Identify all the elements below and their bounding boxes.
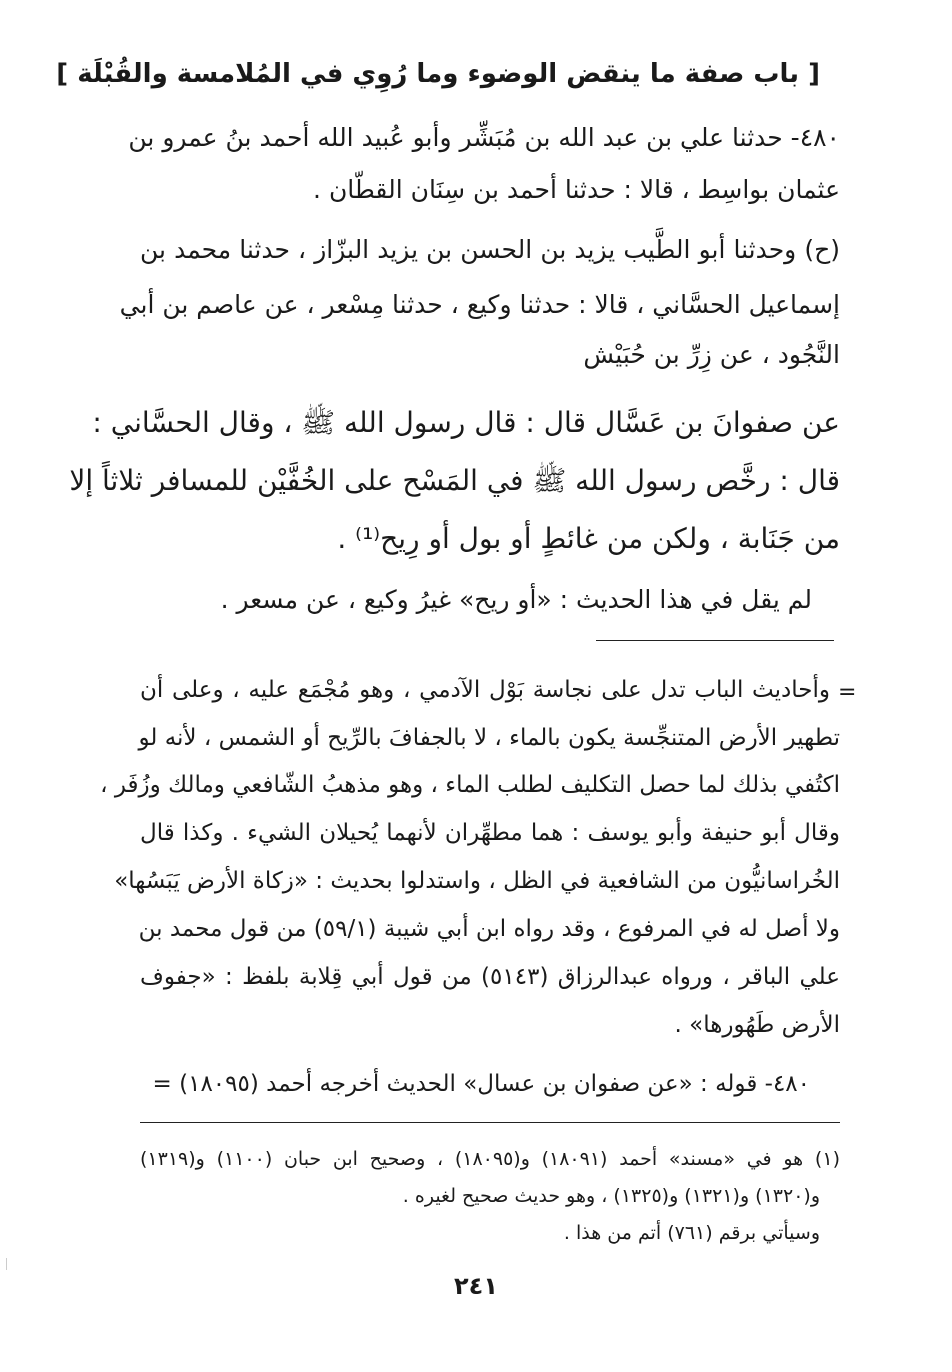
commentary-line-2: تطهير الأرض المتنجِّسة يكون بالماء ، لا بالجفافَ بالرِّيح أو الشمس ، لأنه لو — [138, 725, 840, 751]
page-number: ٢٤١ — [454, 1272, 498, 1300]
commentary-line-1: وأحاديث الباب تدل على نجاسة بَوْل الآدمي ، وهو مُجْمَع عليه ، وعلى أن — [140, 677, 830, 703]
hadith-line-4: إسماعيل الحسَّاني ، قالا : حدثنا وكيع ، حدثنا مِسْعر ، عن عاصم بن أبي — [119, 290, 840, 319]
hadith-line-6: عن صفوانَ بن عَسَّال قال : قال رسول الله ﷺ ، وقال الحسَّاني : — [92, 406, 840, 439]
commentary-line-5: الخُراسانيُّون من الشافعية في الظل ، واستدلوا بحديث : «زكاة الأرض يَبَسُها» — [114, 868, 840, 894]
hadith-line-9: لم يقل في هذا الحديث : «أو ريح» غيرُ وكيع ، عن مسعر . — [220, 585, 812, 614]
commentary-line-9: ٤٨٠- قوله : «عن صفوان بن عسال» الحديث أخرجه أحمد (١٨٠٩٥) = — [152, 1071, 810, 1097]
hadith-line-1: ٤٨٠- حدثنا علي بن عبد الله بن مُبَشِّر وأبو عُبيد الله أحمد بنُ عمرو بن — [128, 123, 840, 152]
hadith-line-2: عثمان بواسِط ، قالا : حدثنا أحمد بن سِنَان القطّان . — [313, 175, 840, 204]
continuation-mark: = — [838, 680, 857, 705]
commentary-line-8: الأرض طَهُورها» . — [674, 1012, 840, 1038]
hadith-line-7: قال : رخَّص رسول الله ﷺ في المَسْح على الخُفَّيْن للمسافر ثلاثاً إلا — [69, 464, 840, 497]
section-divider — [596, 640, 834, 641]
footnote-divider — [140, 1122, 840, 1123]
commentary-line-3: اكتُفي بذلك لما حصل التكليف لطلب الماء ، وهو مذهبُ الشّافعي ومالك وزُفَر ، — [100, 772, 840, 798]
footnote-line-1: (١) هو في «مسند» أحمد (١٨٠٩١) و(١٨٠٩٥) ، وصحيح ابن حبان (١١٠٠) و(١٣١٩) — [140, 1148, 840, 1170]
hadith-line-5: النَّجُود ، عن زِرِّ بن حُبَيْش — [583, 340, 840, 369]
commentary-line-6: ولا أصل له في المرفوع ، وقد رواه ابن أبي شيبة (٥٩/١) من قول محمد بن — [138, 916, 840, 942]
commentary-line-7: علي الباقر ، ورواه عبدالرزاق (٥١٤٣) من قول أبي قِلابة بلفظ : «جفوف — [140, 964, 841, 990]
chapter-title: [ باب صفة ما ينقض الوضوء وما رُوِي في المُلامسة والقُبْلَة ] — [56, 59, 820, 89]
hadith-line-8: من جَنَابة ، ولكن من غائطٍ أو بول أو رِيح⁽¹⁾ . — [337, 522, 840, 555]
scan-mark — [6, 1258, 7, 1270]
commentary-line-4: وقال أبو حنيفة وأبو يوسف : هما مطهِّران لأنهما يُحيلان الشيء . وكذا قال — [140, 820, 840, 846]
hadith-line-3: (ح) وحدثنا أبو الطَّيب يزيد بن الحسن بن يزيد البزّاز ، حدثنا محمد بن — [140, 235, 840, 264]
footnote-line-3: وسيأتي برقم (٧٦١) أتم من هذا . — [563, 1222, 820, 1244]
footnote-line-2: و(١٣٢٠) و(١٣٢١) و(١٣٢٥) ، وهو حديث صحيح لغيره . — [402, 1185, 820, 1207]
